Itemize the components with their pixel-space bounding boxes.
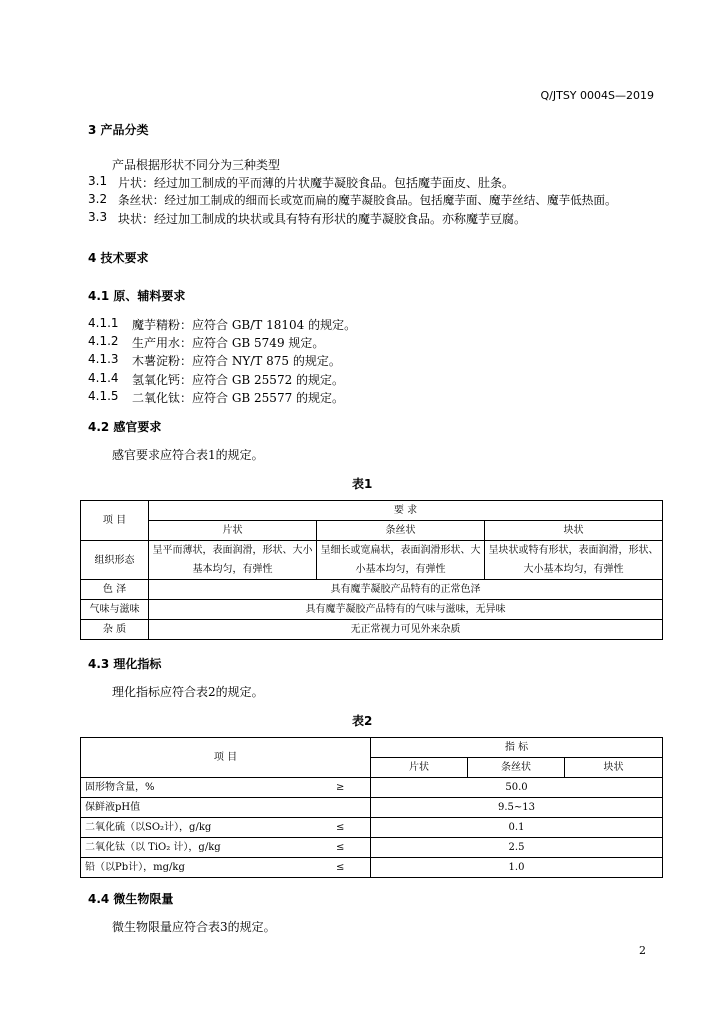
table-1-col-strip: 条丝状 [317, 521, 485, 541]
table-row [81, 580, 663, 600]
table-1-head-requirement: 要 求 [149, 501, 663, 521]
table-row [81, 778, 663, 798]
section-4-title: 4 技术要求 [88, 251, 149, 265]
table-row [81, 600, 663, 620]
table-2-row-name: 铅（以Pb计），mg/kg [81, 858, 311, 878]
table-2-row-value: 9.5~13 [371, 798, 663, 818]
item-4-1-4-text: 氢氧化钙：应符合 GB 25572 的规定。 [132, 373, 345, 387]
item-3-1-text: 片状：经过加工制成的平而薄的片状魔芋凝胶食品。包括魔芋面皮、肚条。 [118, 176, 515, 190]
section-4-3-intro: 理化指标应符合表2的规定。 [112, 685, 264, 699]
table-2-row-symbol: ≤ [311, 838, 371, 858]
item-4-1-5-text: 二氧化钛：应符合 GB 25577 的规定。 [132, 391, 345, 405]
table-2-col-sheet: 片状 [371, 758, 468, 778]
table-1-head-item: 项 目 [81, 501, 149, 541]
table-1-row-name: 杂 质 [81, 620, 149, 640]
table-2-row-name: 保鲜液pH值 [81, 798, 311, 818]
item-3-2-num: 3.2 [88, 192, 108, 206]
item-4-1-1-num: 4.1.1 [88, 316, 119, 330]
table-1-cell: 呈平而薄状，表面润滑，形状、大小基本均匀，有弹性 [149, 541, 317, 580]
table-2-row-value: 1.0 [371, 858, 663, 878]
section-4-3-title: 4.3 理化指标 [88, 657, 162, 671]
item-3-3-num: 3.3 [88, 210, 108, 224]
table-row [81, 798, 663, 818]
table-2-row-name: 二氧化钛（以 TiO₂ 计），g/kg [81, 838, 311, 858]
table-2-col-strip: 条丝状 [468, 758, 565, 778]
table-row [81, 838, 663, 858]
table-2-row-value: 0.1 [371, 818, 663, 838]
section-4-4-title: 4.4 微生物限量 [88, 892, 174, 906]
table-row [81, 858, 663, 878]
table-row [81, 620, 663, 640]
table-1-col-sheet: 片状 [149, 521, 317, 541]
section-4-2-intro: 感官要求应符合表1的规定。 [112, 448, 264, 462]
item-3-2-text: 条丝状：经过加工制成的细而长或宽而扁的魔芋凝胶食品。包括魔芋面、魔芋丝结、魔芋低热面。 [118, 193, 617, 207]
item-3-3-text: 块状：经过加工制成的块状或具有特有形状的魔芋凝胶食品。亦称魔芋豆腐。 [118, 212, 527, 226]
table-2-col-block: 块状 [565, 758, 663, 778]
section-3-intro: 产品根据形状不同分为三种类型 [112, 158, 281, 172]
table-1-cell: 呈细长或宽扁状，表面润滑形状、大小基本均匀，有弹性 [317, 541, 485, 580]
table-1-caption: 表1 [352, 477, 373, 491]
table-2-row-symbol: ≤ [311, 818, 371, 838]
table-1-row-name: 组织形态 [81, 541, 149, 580]
table-1-cell: 具有魔芋凝胶产品特有的正常色泽 [149, 580, 663, 600]
table-2-row-value: 2.5 [371, 838, 663, 858]
section-4-2-title: 4.2 感官要求 [88, 420, 162, 434]
section-3-title: 3 产品分类 [88, 123, 149, 137]
table-2-row-symbol: ≤ [311, 858, 371, 878]
table-1-col-block: 块状 [485, 521, 663, 541]
table-1-row-name: 色 泽 [81, 580, 149, 600]
item-4-1-1-text: 魔芋精粉：应符合 GB/T 18104 的规定。 [132, 318, 357, 332]
standard-code: Q/JTSY 0004S—2019 [540, 89, 654, 102]
table-1-cell: 呈块状或特有形状，表面润滑，形状、大小基本均匀，有弹性 [485, 541, 663, 580]
item-4-1-5-num: 4.1.5 [88, 389, 119, 403]
table-2-row-name: 固形物含量，% [81, 778, 311, 798]
section-4-1-title: 4.1 原、辅料要求 [88, 289, 186, 303]
table-1 [80, 500, 663, 640]
item-4-1-3-text: 木薯淀粉：应符合 NY/T 875 的规定。 [132, 354, 341, 368]
table-2-row-value: 50.0 [371, 778, 663, 798]
table-2-row-symbol [311, 798, 371, 818]
table-2-row-symbol: ≥ [311, 778, 371, 798]
table-1-cell: 具有魔芋凝胶产品特有的气味与滋味，无异味 [149, 600, 663, 620]
item-3-1-num: 3.1 [88, 174, 108, 188]
table-1-row-name: 气味与滋味 [81, 600, 149, 620]
table-2 [80, 737, 663, 878]
item-4-1-3-num: 4.1.3 [88, 352, 119, 366]
table-1-cell: 无正常视力可见外来杂质 [149, 620, 663, 640]
table-2-head-index: 指 标 [371, 738, 663, 758]
page-number: 2 [639, 944, 646, 957]
table-row [81, 818, 663, 838]
table-2-head-item: 项 目 [81, 738, 371, 778]
item-4-1-2-text: 生产用水：应符合 GB 5749 规定。 [132, 336, 325, 350]
table-2-caption: 表2 [352, 714, 373, 728]
section-4-4-intro: 微生物限量应符合表3的规定。 [112, 920, 276, 934]
item-4-1-2-num: 4.1.2 [88, 334, 119, 348]
item-4-1-4-num: 4.1.4 [88, 371, 119, 385]
table-2-row-name: 二氧化硫（以SO₂计），g/kg [81, 818, 311, 838]
table-row [81, 541, 663, 580]
